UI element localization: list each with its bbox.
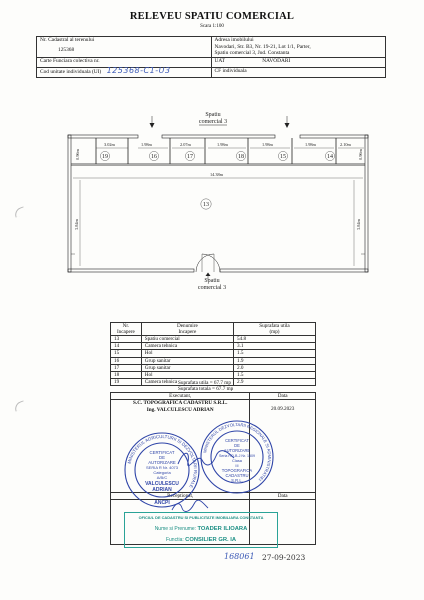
ocpi-box-line3 bbox=[125, 537, 277, 543]
nr-cadastral-cell bbox=[37, 37, 212, 58]
ancpi-stamp-l2: DE bbox=[159, 455, 165, 460]
ancpi-stamp-l5: Categoria bbox=[153, 470, 171, 475]
col-area-header-2: (mp) bbox=[269, 329, 280, 335]
cod-unitate-cell bbox=[37, 67, 212, 77]
company-stamp-l2: DE bbox=[234, 443, 240, 448]
page-title: RELEVEU SPATIU COMERCIAL bbox=[129, 11, 295, 22]
cod-unitate-label: Cod unitate individuala (UI) bbox=[40, 68, 102, 75]
walls bbox=[68, 135, 368, 272]
area-row bbox=[111, 357, 316, 364]
adresa-value-line1: Navodari, Str. B3, Nr. 19-21, Lot 1/1, Parter, bbox=[214, 43, 311, 50]
area-row bbox=[111, 336, 316, 343]
uat-value: NAVODARI bbox=[262, 57, 291, 64]
col-area-header: Suprafata utila bbox=[259, 323, 290, 329]
company-stamp-l1: CERTIFICAT bbox=[225, 438, 249, 443]
cf-individuala-label: CF individuala bbox=[211, 67, 386, 77]
dim-d4: 1.98m bbox=[217, 142, 228, 147]
ancpi-stamp bbox=[122, 430, 202, 510]
area-row-nr: 13 bbox=[111, 336, 142, 343]
dim-d2: 1.98m bbox=[141, 142, 152, 147]
ocpi-box-function-value: CONSILIER GR. IA bbox=[185, 537, 237, 543]
plan-label-bottom-line2: comercial 3 bbox=[197, 285, 227, 291]
ocpi-box-line2 bbox=[125, 526, 277, 532]
area-row-nr: 17 bbox=[111, 364, 142, 371]
plan-label-top-line2: comercial 3 bbox=[198, 119, 228, 125]
receptionist-signature bbox=[170, 500, 210, 514]
plan-label-top-line1: Spatiu bbox=[205, 112, 221, 118]
area-row bbox=[111, 350, 316, 357]
col-nr-header: Nr. bbox=[122, 323, 130, 329]
areas-header-row bbox=[111, 323, 316, 336]
company-stamp-ring: MINISTERUL DEZVOLTARII REGIONALE SI ADMINISTRATIEI bbox=[202, 421, 273, 483]
room-id-18: 18 bbox=[238, 154, 244, 160]
plan-label-bottom-line1: Spatiu bbox=[204, 278, 220, 284]
company-name: S.C. TOPOGRAFICA CADASTRU S.R.L. bbox=[133, 400, 228, 407]
company-stamp-l9: S.R.L. bbox=[231, 478, 243, 483]
room-id-16: 16 bbox=[151, 154, 157, 160]
areas-body bbox=[111, 336, 316, 386]
carte-funciara-label: Carte Funciara colectiva nr. bbox=[37, 57, 212, 67]
entrance-arrow-left bbox=[150, 116, 155, 128]
company-stamp-l8: CADASTRU bbox=[225, 473, 249, 478]
area-row-area: 2.0 bbox=[234, 364, 316, 371]
handwritten-date: 27-09-2023 bbox=[262, 553, 306, 562]
area-row-nr: 16 bbox=[111, 357, 142, 364]
area-row-name: Hol bbox=[141, 372, 233, 379]
dim-d7: 2.10m bbox=[340, 142, 351, 147]
nr-cadastral-label: Nr. Cadastral al terenului bbox=[40, 37, 95, 43]
adresa-label: Adresa imobilului bbox=[214, 37, 254, 43]
ocpi-stamp-box bbox=[124, 512, 278, 548]
entrance-arrow-right bbox=[285, 116, 290, 128]
area-row-name: Grup sanitar bbox=[141, 364, 233, 371]
company-stamp-l5: Clasa bbox=[232, 459, 242, 463]
area-row-area: 1.5 bbox=[234, 372, 316, 379]
dim-length: 14.38m bbox=[210, 172, 224, 177]
col-nr-header-2: Incapere bbox=[116, 329, 135, 335]
area-row bbox=[111, 343, 316, 350]
company-stamp-l4: Seria RO-B-J Nr. 1509 bbox=[219, 454, 255, 458]
area-row-name: Grup sanitar bbox=[141, 357, 233, 364]
dim-height-right: 3.84m bbox=[356, 219, 361, 230]
ancpi-stamp-l4: SERIA R Nr. 4073 bbox=[145, 465, 179, 470]
ancpi-stamp-ring: MINISTERUL AGRICULTURII SI DEZVOLTARII RURALE bbox=[126, 433, 199, 489]
data-label: Data bbox=[250, 393, 316, 400]
area-row-name: Camera tehnica bbox=[141, 379, 233, 386]
uat-cell bbox=[211, 57, 386, 67]
room-id-13: 13 bbox=[203, 202, 209, 209]
ocpi-box-name-label: Nume si Prenume: bbox=[154, 526, 197, 532]
floor-plan bbox=[0, 108, 424, 308]
engineer-name: Ing. VALCULESCU ADRIAN bbox=[146, 406, 214, 413]
area-row-name: Spatiu comercial bbox=[141, 336, 233, 343]
uat-label: UAT bbox=[214, 57, 225, 64]
company-stamp-l7: TOPOGRAFICA bbox=[221, 468, 253, 473]
area-row-nr: 15 bbox=[111, 350, 142, 357]
room-id-19: 19 bbox=[102, 154, 108, 160]
scale-label: Scara 1:100 bbox=[200, 24, 224, 29]
dim-d1: 3.02m bbox=[104, 142, 115, 147]
suprafata-utila: Suprafata utila = 67.7 mp bbox=[178, 380, 231, 386]
area-row-area: 3.1 bbox=[234, 343, 316, 350]
ancpi-stamp-l7: VALCULESCU bbox=[145, 481, 179, 487]
area-row-nr: 14 bbox=[111, 343, 142, 350]
room-id-14: 14 bbox=[327, 154, 333, 160]
cod-unitate-value: 125368-C1-U3 bbox=[106, 65, 171, 75]
area-row bbox=[111, 364, 316, 371]
company-stamp-l3: AUTORIZARE bbox=[223, 448, 251, 453]
area-row bbox=[111, 372, 316, 379]
dim-d6: 1.98m bbox=[305, 142, 316, 147]
data-label-2: Data bbox=[250, 493, 316, 500]
areas-table bbox=[110, 322, 316, 386]
area-row-area: 2.9 bbox=[234, 379, 316, 386]
ancpi-stamp-l8: ADRIAN bbox=[152, 487, 172, 493]
col-name-header: Denumire bbox=[177, 323, 198, 329]
area-row-nr: 18 bbox=[111, 372, 142, 379]
ocpi-box-line1: OFICIUL DE CADASTRU SI PUBLICITATE IMOBILIARA CONSTANTA bbox=[138, 515, 264, 520]
header-table bbox=[36, 36, 386, 78]
dim-d5: 1.98m bbox=[262, 142, 273, 147]
ancpi-stamp-l3: AUTORIZARE bbox=[148, 460, 176, 465]
ancpi-stamp-l1: CERTIFICAT bbox=[149, 450, 175, 455]
room-id-15: 15 bbox=[280, 154, 286, 160]
nr-cadastral-value: 125368 bbox=[58, 46, 75, 53]
dim-d9: 0.96m bbox=[358, 149, 363, 160]
suprafata-totala: Suprafata totala = 67.7 mp bbox=[178, 386, 234, 392]
ocpi-box-name-value: TOADER ILIOARA bbox=[197, 526, 248, 532]
ocpi-box-function-label: Functia: bbox=[165, 537, 184, 543]
punch-mark-bottom bbox=[13, 400, 26, 411]
dim-d8: 0.96m bbox=[75, 149, 80, 160]
company-stamp-l6: III bbox=[235, 464, 239, 468]
receptionat-label: Receptionat, bbox=[111, 493, 250, 500]
area-row-area: 54.8 bbox=[234, 336, 316, 343]
room-id-17: 17 bbox=[187, 154, 193, 160]
adresa-cell bbox=[211, 37, 386, 58]
adresa-value-line2: Spatiu comercial 3, Jud. Constanta bbox=[214, 50, 290, 56]
handwritten-number: 168061 bbox=[224, 552, 255, 561]
area-row-name: Hol bbox=[141, 350, 233, 357]
area-row-nr: 19 bbox=[111, 379, 142, 386]
col-name-header-2: Incapere bbox=[178, 329, 197, 335]
ancpi-stamp-bottom: ANCPI bbox=[154, 500, 170, 506]
dim-height-left: 3.84m bbox=[74, 219, 79, 230]
executant-date: 20.09.2023 bbox=[250, 400, 316, 493]
ancpi-stamp-l6: A/B/C bbox=[156, 475, 168, 480]
dim-d3: 2.07m bbox=[180, 142, 191, 147]
area-row-area: 1.9 bbox=[234, 357, 316, 364]
area-row-area: 1.5 bbox=[234, 350, 316, 357]
executant-label: Executant, bbox=[111, 393, 250, 400]
area-row-name: Camera tehnica bbox=[141, 343, 233, 350]
